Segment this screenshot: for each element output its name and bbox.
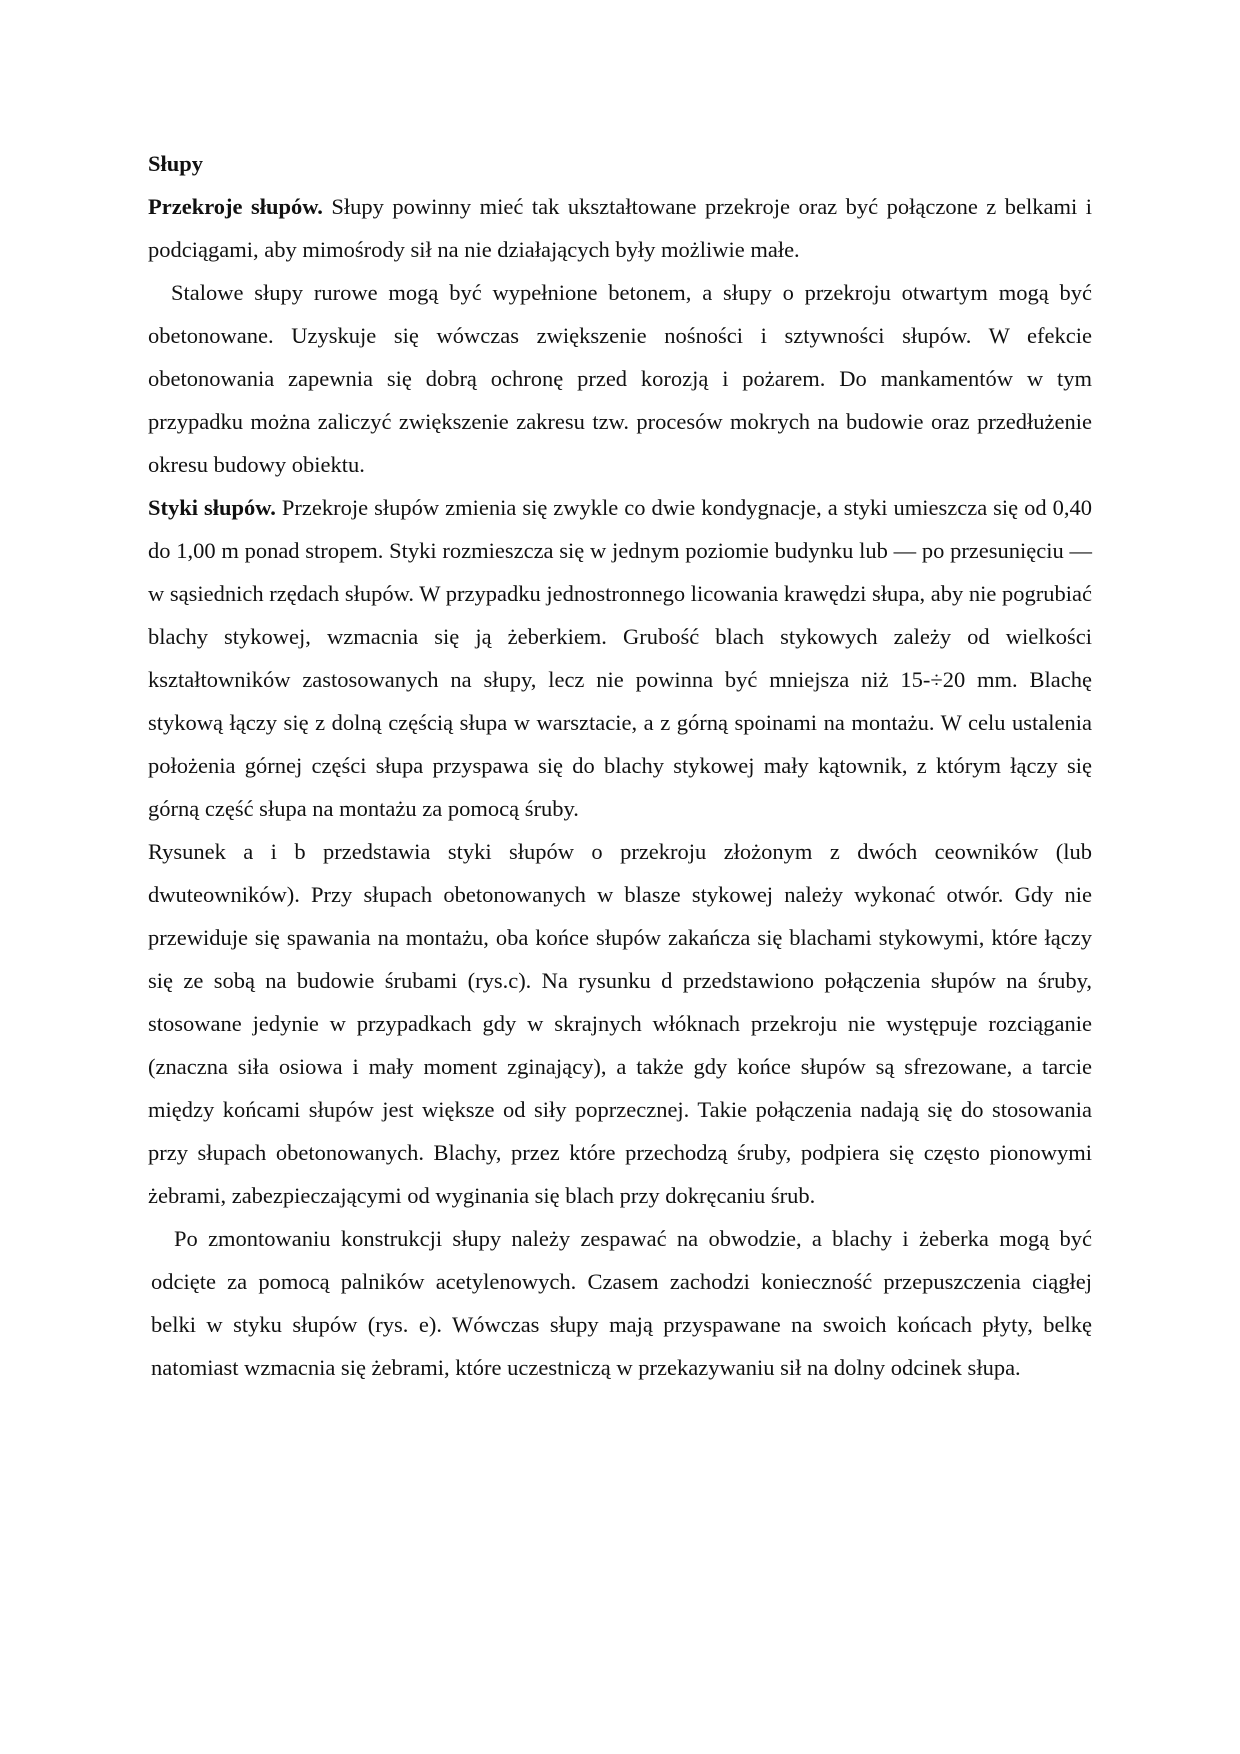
paragraph-figure-description: Rysunek a i b przedstawia styki słupów o przekroju złożonym z dwóch ceowników (lub dwuteowników). Przy słupach obetonowanych w blasze stykowej należy wykonać otwór. Gdy nie przewiduje się spawania na montażu, oba końce słupów zakańcza się blachami stykowymi, które łączy się ze sobą na budowie śrubami (rys.c). Na rysunku d przedstawiono połączenia słupów na śruby, stosowane jedynie w przypadkach gdy w skrajnych włóknach przekroju nie występuje rozciąganie (znaczna siła osiowa i mały moment zginający), a także gdy końce słupów są sfrezowane, a tarcie między końcami słupów jest większe od siły poprzecznej. Takie połączenia nadają się do stosowania przy słupach obetonowanych. Blachy, przez które przechodzą śruby, podpiera się często pionowymi żebrami, zabezpieczającymi od wyginania się blach przy dokręcaniu śrub. (148, 839, 1092, 1208)
paragraph-column-sections (148, 185, 1092, 271)
paragraph-text: Słupy powinny mieć tak ukształtowane przekroje oraz być połączone z belkami i podciągami, aby mimośrody sił na nie działających były możliwie małe. (148, 194, 1092, 262)
document-title: Słupy (148, 151, 204, 176)
paragraph-text: Przekroje słupów zmienia się zwykle co dwie kondygnacje, a styki umieszcza się od 0,40 do 1,00 m ponad stropem. Styki rozmieszcza się w jednym poziomie budynku lub — po przesunięciu — w sąsiednich rzędach słupów. W przypadku jednostronnego licowania krawędzi słupa, aby nie pogrubiać blachy stykowej, wzmacnia się ją żeberkiem. Grubość blach stykowych zależy od wielkości kształtowników zastosowanych na słupy, lecz nie powinna być mniejsza niż 15-÷20 mm. Blachę stykową łączy się z dolną częścią słupa w warsztacie, a z górną spoinami na montażu. W celu ustalenia położenia górnej części słupa przyspawa się do blachy stykowej mały kątownik, z którym łączy się górną część słupa na montażu za pomocą śruby. (148, 495, 1093, 821)
paragraph-after-assembly: Po zmontowaniu konstrukcji słupy należy zespawać na obwodzie, a blachy i żeberka mogą być odcięte za pomocą palników acetylenowych. Czasem zachodzi konieczność przepuszczenia ciągłej belki w styku słupów (rys. e). Wówczas słupy mają przyspawane na swoich końcach płyty, belkę natomiast wzmacnia się żebrami, które uczestniczą w przekazywaniu sił na dolny odcinek słupa. (151, 1226, 1092, 1380)
paragraph-lead-heading: Przekroje słupów. (148, 194, 323, 219)
document-page (148, 142, 1092, 1389)
paragraph-column-joints (148, 486, 1092, 830)
paragraph-steel-tubular-columns: Stalowe słupy rurowe mogą być wypełnione betonem, a słupy o przekroju otwartym mogą być obetonowane. Uzyskuje się wówczas zwiększenie nośności i sztywności słupów. W efekcie obetonowania zapewnia się dobrą ochronę przed korozją i pożarem. Do mankamentów w tym przypadku można zaliczyć zwiększenie zakresu tzw. procesów mokrych na budowie oraz przedłużenie okresu budowy obiektu. (148, 280, 1092, 477)
paragraph-lead-heading: Styki słupów. (148, 495, 276, 520)
